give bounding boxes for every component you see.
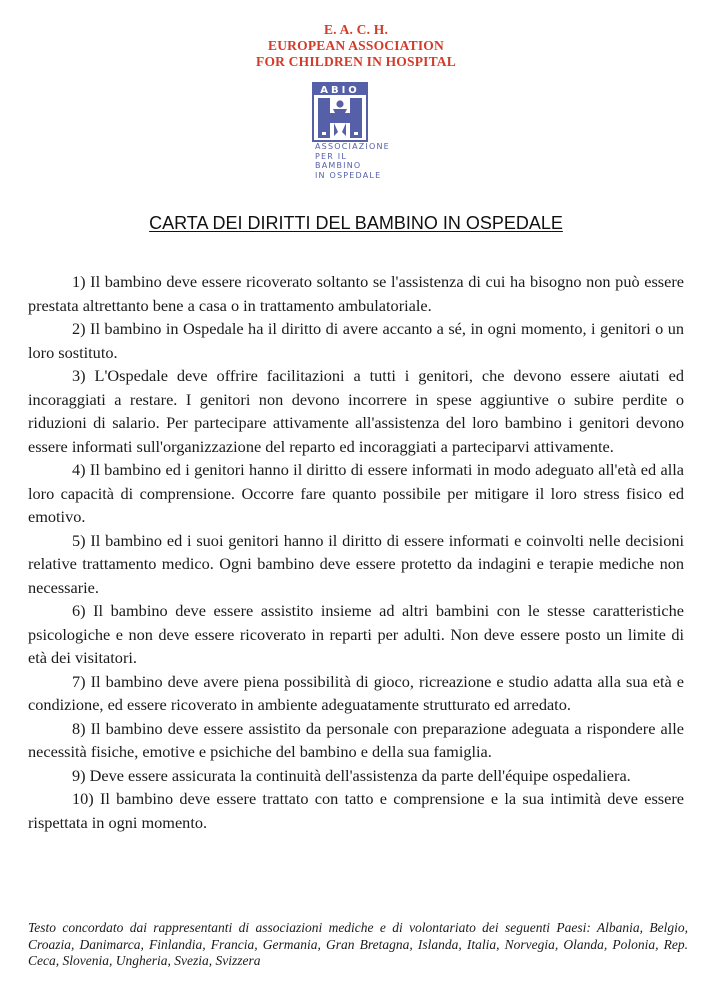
document-title: CARTA DEI DIRITTI DEL BAMBINO IN OSPEDALE [149, 213, 563, 233]
rights-list [28, 270, 684, 834]
article-7: 7) Il bambino deve avere piena possibilità di gioco, ricreazione e studio adatta alla sua età e condizione, ed essere ricoverato in ambiente adeguatamente strutturato ed arredato. [28, 671, 684, 714]
header-name-line2: FOR CHILDREN IN HOSPITAL [256, 54, 456, 69]
header-acronym: E. A. C. H. [323, 22, 389, 37]
article-2: 2) Il bambino in Ospedale ha il diritto di avere accanto a sé, in ogni momento, i genitori o un loro sostituto. [28, 319, 684, 362]
article-4: 4) Il bambino ed i genitori hanno il diritto di essere informati in modo adeguato all'età ed alla loro capacità di comprensione. Occorre fare quanto possibile per mitigare il loro stress fisico ed emotivo. [28, 460, 684, 526]
logo-tagline-line: IN OSPEDALE [315, 170, 382, 180]
organization-header [0, 22, 712, 70]
abio-logo [306, 82, 388, 180]
footer-note: Testo concordato dai rappresentanti di associazioni mediche e di volontariato dei seguenti Paesi: Albania, Belgio, Croazia, Danimarca, Finlandia, Francia, Germania, Gran Bretagna, Islanda, Italia, Norvegia, Olanda, Polonia, Rep. Ceca, Slovenia, Ungheria, Svezia, Svizzera [28, 920, 688, 968]
article-3: 3) L'Ospedale deve offrire facilitazioni a tutti i genitori, che devono essere aiutati ed incoraggiati a restare. I genitori non devono incorrere in spese aggiuntive o subire perdite o riduzioni di salario. Per partecipare attivamente all'assistenza del loro bambino i genitori devono essere informati sull'organizzazione del reparto ed incoraggiati a parteciparvi attivamente. [28, 366, 684, 456]
article-5: 5) Il bambino ed i suoi genitori hanno il diritto di essere informati e coinvolti nelle decisioni relative trattamento medico. Ogni bambino deve essere protetto da indagini e terapie mediche non necessarie. [28, 530, 684, 597]
abio-emblem-icon [312, 82, 368, 142]
logo-tagline-line: ASSOCIAZIONE [315, 142, 390, 151]
logo-acronym: ABIO [320, 85, 360, 96]
article-8: 8) Il bambino deve essere assistito da personale con preparazione adeguata a rispondere alle necessità fisiche, emotive e psichiche del bambino e della sua famiglia. [28, 718, 684, 761]
article-10: 10) Il bambino deve essere trattato con tatto e comprensione e la sua intimità deve essere rispettata in ogni momento. [28, 789, 684, 832]
header-name-line1: EUROPEAN ASSOCIATION [268, 38, 444, 53]
article-9: 9) Deve essere assicurata la continuità dell'assistenza da parte dell'équipe ospedaliera. [72, 765, 631, 785]
logo-tagline [315, 142, 395, 180]
article-6: 6) Il bambino deve essere assistito insieme ad altri bambini con le stesse caratteristiche psicologiche e non deve essere ricoverato in reparti per adulti. Non deve essere posto un limite di età dei visitatori. [28, 601, 684, 667]
logo-tagline-line: PER IL BAMBINO [315, 151, 362, 170]
article-1: 1) Il bambino deve essere ricoverato soltanto se l'assistenza di cui ha bisogno non può essere prestata altrettanto bene a casa o in trattamento ambulatoriale. [28, 272, 684, 315]
